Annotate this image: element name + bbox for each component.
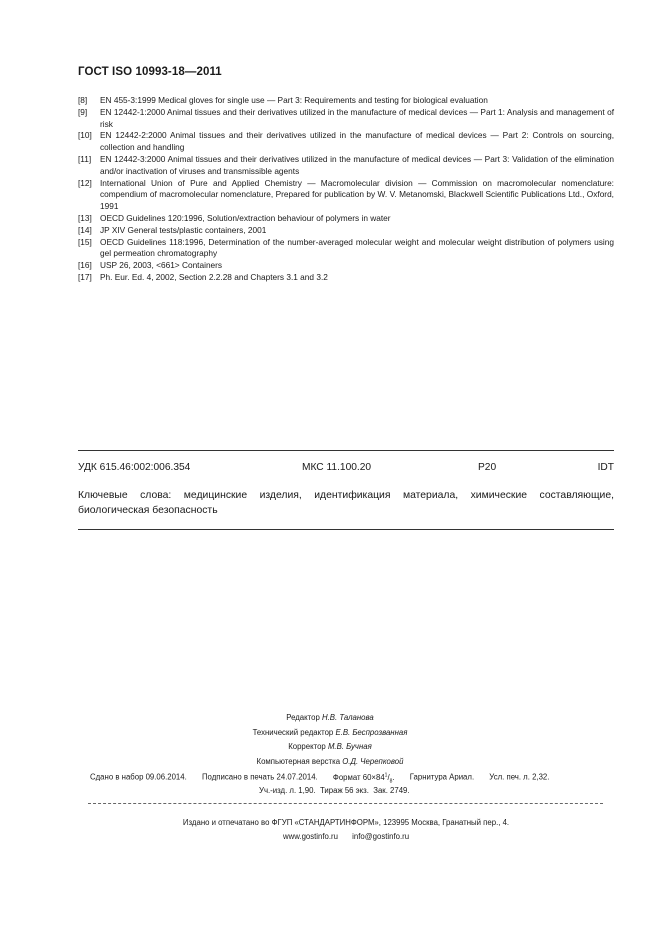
- reference-text: International Union of Pure and Applied Chemistry — Macromolecular division — Commission on macromolecular nomenclature: compendium of macromolecular nomenclature, Prepared for publication by W. V. Metanomski, Blackwell Scientific Publications Ltd., Oxford, 1991: [100, 177, 614, 212]
- reference-item: [78, 260, 614, 272]
- signed-date: Подписано в печать 24.07.2014.: [201, 772, 318, 782]
- corrector-name: М.В. Бучная: [327, 742, 372, 752]
- reference-item: [78, 178, 614, 213]
- reference-item: [78, 225, 614, 237]
- editor-line: Редактор Н.В. Таланова: [286, 713, 374, 722]
- reference-number: [9]: [78, 106, 88, 117]
- reference-text: EN 12442-1:2000 Animal tissues and their derivatives utilized in the manufacture of medical devices — Part 1: Analysis and management of risk: [100, 106, 614, 129]
- layout-name: О.Д. Черепковой: [342, 756, 404, 766]
- reference-number: [8]: [78, 95, 88, 105]
- printed-sheets: Усл. печ. л. 2,32.: [489, 772, 550, 782]
- reference-item: [78, 130, 614, 154]
- reference-item: [78, 95, 614, 107]
- reference-number: [14]: [78, 224, 92, 235]
- submitted-date: Сдано в набор 09.06.2014.: [90, 772, 187, 782]
- mks-code: МКС 11.100.20: [302, 462, 372, 473]
- top-divider: [78, 450, 614, 451]
- corrector-line: Корректор М.В. Бучная: [288, 742, 372, 752]
- reference-number: [16]: [78, 260, 92, 271]
- reference-text: OECD Guidelines 120:1996, Solution/extraction behaviour of polymers in water: [100, 212, 391, 223]
- document-header: ГОСТ ISO 10993-18—2011: [78, 66, 222, 78]
- paper-format: Формат $60\times 84^1/_8$.: [332, 772, 395, 785]
- udk-code: УДК 615.46:002:006.354: [78, 462, 191, 473]
- reference-item: [78, 237, 614, 261]
- category-code: Р20: [478, 462, 497, 473]
- reference-text: EN 12442-2:2000 Animal tissues and their derivatives utilized in the manufacture of medical devices — Part 2: Controls on sourcing, collection and handling: [100, 130, 614, 153]
- reference-text: JP XIV General tests/plastic containers, 2001: [100, 224, 267, 235]
- credits-block: [180, 711, 480, 769]
- reference-text: Ph. Eur. Ed. 4, 2002, Section 2.2.28 and Chapters 3.1 and 3.2: [100, 271, 328, 282]
- reference-number: [11]: [78, 153, 92, 164]
- print-info-row-2: [259, 786, 410, 795]
- reference-item: [78, 154, 614, 178]
- reference-text: USP 26, 2003, <661> Containers: [100, 260, 223, 271]
- tech-editor-name: Е.В. Беспрозванная: [335, 727, 408, 737]
- reference-number: [15]: [78, 236, 92, 247]
- reference-number: [17]: [78, 271, 92, 282]
- bottom-divider: [78, 529, 614, 530]
- dashed-separator: [88, 803, 603, 804]
- reference-number: [12]: [78, 177, 92, 188]
- reference-text: OECD Guidelines 118:1996, Determination of the number-averaged molecular weight and molecular weight distribution of polymers using gel permeation chromatography: [100, 236, 614, 259]
- reference-item: [78, 107, 614, 131]
- layout-line: Компьютерная верстка О.Д. Черепковой: [256, 756, 404, 766]
- print-run: Тираж 56 экз.: [320, 786, 369, 795]
- reference-number: [13]: [78, 212, 92, 223]
- edition-sheets: Уч.-изд. л. 1,90.: [259, 786, 316, 795]
- idt-code: IDT: [597, 462, 614, 473]
- reference-item: [78, 272, 614, 284]
- print-info-row-1: [90, 772, 549, 784]
- reference-number: [10]: [78, 130, 92, 141]
- editor-name: Н.В. Таланова: [321, 713, 374, 722]
- email-link[interactable]: info@gostinfo.ru: [352, 831, 410, 841]
- reference-text: EN 12442-3:2000 Animal tissues and their derivatives utilized in the manufacture of medical devices — Part 3: Validation of the elimination and/or inactivation of viruses and transmissible agents: [100, 153, 614, 176]
- order-number: Зак. 2749.: [373, 786, 410, 795]
- website-link[interactable]: www.gostinfo.ru: [282, 831, 338, 841]
- keywords: Ключевые слова: медицинские изделия, идентификация материала, химические составляющие, биологическая безопасность: [78, 490, 614, 516]
- publisher-block: [78, 816, 614, 843]
- typeface: Гарнитура Ариал.: [409, 772, 475, 782]
- reference-text: EN 455-3:1999 Medical gloves for single use — Part 3: Requirements and testing for biological evaluation: [100, 95, 488, 105]
- tech-editor-line: Технический редактор Е.В. Беспрозванная: [252, 727, 408, 737]
- reference-item: [78, 213, 614, 225]
- references-list: [78, 95, 614, 284]
- publisher-line: Издано и отпечатано во ФГУП «СТАНДАРТИНФОРМ», 123995 Москва, Гранатный пер., 4.: [182, 818, 510, 827]
- publisher-links: [78, 830, 614, 844]
